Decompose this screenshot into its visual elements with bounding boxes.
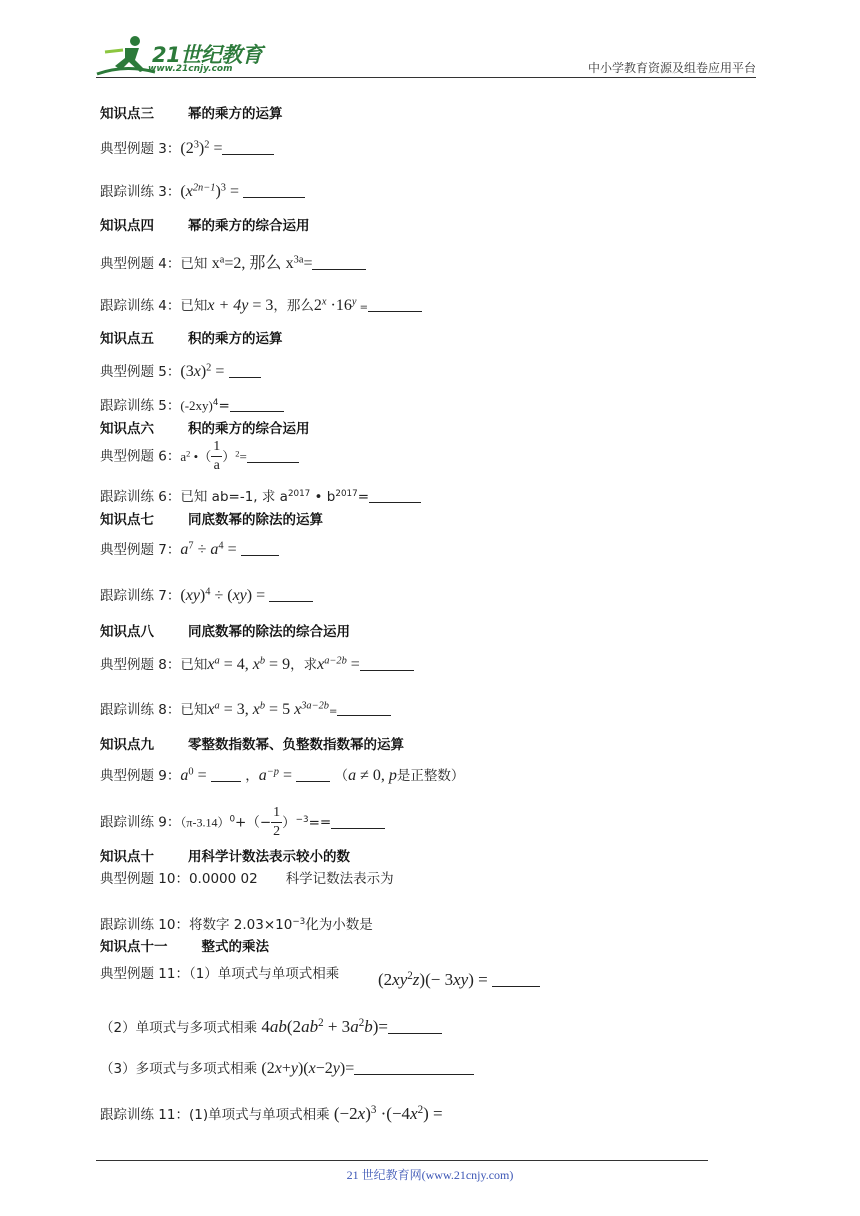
- training-6: 跟踪训练 6：已知 ab=-1, 求 $a^{2017}$ • $b^{2017}=$: [100, 485, 421, 505]
- footer-divider: [96, 1160, 708, 1161]
- training-8: 跟踪训练 8：已知$x^a = 3$, $x^b = 5$ $x^{3a-2b}=$: [100, 698, 391, 719]
- example-7: 典型例题 7：$a^7 \div a^4$ =: [100, 538, 279, 559]
- example-9: 典型例题 9：$a^0$ = ，$a^{-p} = (a \ne 0$, p是正整数）: [100, 766, 465, 784]
- example-11-part1-expr: $(2xy^2z)(- 3xy)$ =: [378, 970, 540, 990]
- training-11: 跟踪训练 11：(1)单项式与单项式相乘 $(-2x)^3 \cdot(-4x^2)$ =: [100, 1103, 443, 1123]
- logo-url: www.21cnjy.com: [148, 64, 233, 74]
- header-platform-name: 中小学教育资源及组卷应用平台: [587, 61, 756, 75]
- section-heading-k7: 知识点七 同底数幂的除法的运算: [100, 512, 323, 528]
- example-11-part1: 典型例题 11：（1）单项式与单项式相乘: [100, 966, 340, 982]
- training-3: 跟踪训练 3：$(x^{2n-1})^3$ =: [100, 180, 305, 201]
- example-4: 典型例题 4：已知 $x^a=2$, 那么 $x^{3a}=$: [100, 250, 366, 273]
- footer-site-link[interactable]: 21 世纪教育网(www.21cnjy.com): [346, 1168, 514, 1182]
- section-heading-k9: 知识点九 零整数指数幂、负整数指数幂的运算: [100, 737, 404, 753]
- example-10: 典型例题 10：0.0000 02 科学记数法表示为: [100, 871, 394, 887]
- example-11-part2: （2）单项式与多项式相乘 $4ab(2ab^2 + 3a^2b)=$: [100, 1016, 442, 1037]
- section-heading-k6: 知识点六 积的乘方的综合运用: [100, 421, 310, 437]
- example-3: 典型例题 3：$(2^3)^2$ =: [100, 137, 274, 158]
- section-heading-k11: 知识点十一 整式的乘法: [100, 939, 269, 955]
- training-10: 跟踪训练 10：将数字 $2.03\times 10^{-3}$化为小数是: [100, 917, 373, 933]
- logo-text: 21世纪教育: [152, 43, 263, 67]
- header-divider: [96, 77, 756, 78]
- section-heading-k5: 知识点五 积的乘方的运算: [100, 331, 283, 347]
- section-heading-k3: 知识点三 幂的乘方的运算: [100, 106, 283, 122]
- training-4: 跟踪训练 4：已知x + 4y = 3，那么$2^x \cdot 16^y$ =: [100, 294, 422, 315]
- example-11-part3: （3）多项式与多项式相乘 (2x+y)(x−2y)=: [100, 1057, 474, 1078]
- example-6: 典型例题 6：$a^2$ •（ $\frac{1}{a}$ ）$^2$=: [100, 440, 299, 473]
- training-7: 跟踪训练 7：(xy)$^4$ ÷ (xy) =: [100, 584, 313, 605]
- example-5: 典型例题 5：$(3x)^2$ =: [100, 360, 261, 381]
- section-heading-k8: 知识点八 同底数幂的除法的综合运用: [100, 624, 350, 640]
- section-heading-k10: 知识点十 用科学计数法表示较小的数: [100, 849, 350, 865]
- example-8: 典型例题 8：已知$x^a = 4$, $x^b = 9$，求$x^{a-2b}$ =: [100, 653, 414, 674]
- section-heading-k4: 知识点四 幂的乘方的综合运用: [100, 218, 310, 234]
- training-5: 跟踪训练 5：$(-2xy)^4=$: [100, 394, 284, 414]
- training-9: 跟踪训练 9：$(\pi-3.14)^0+(-$ $\frac{1}{2}$ ）$^{-3}$==: [100, 806, 385, 839]
